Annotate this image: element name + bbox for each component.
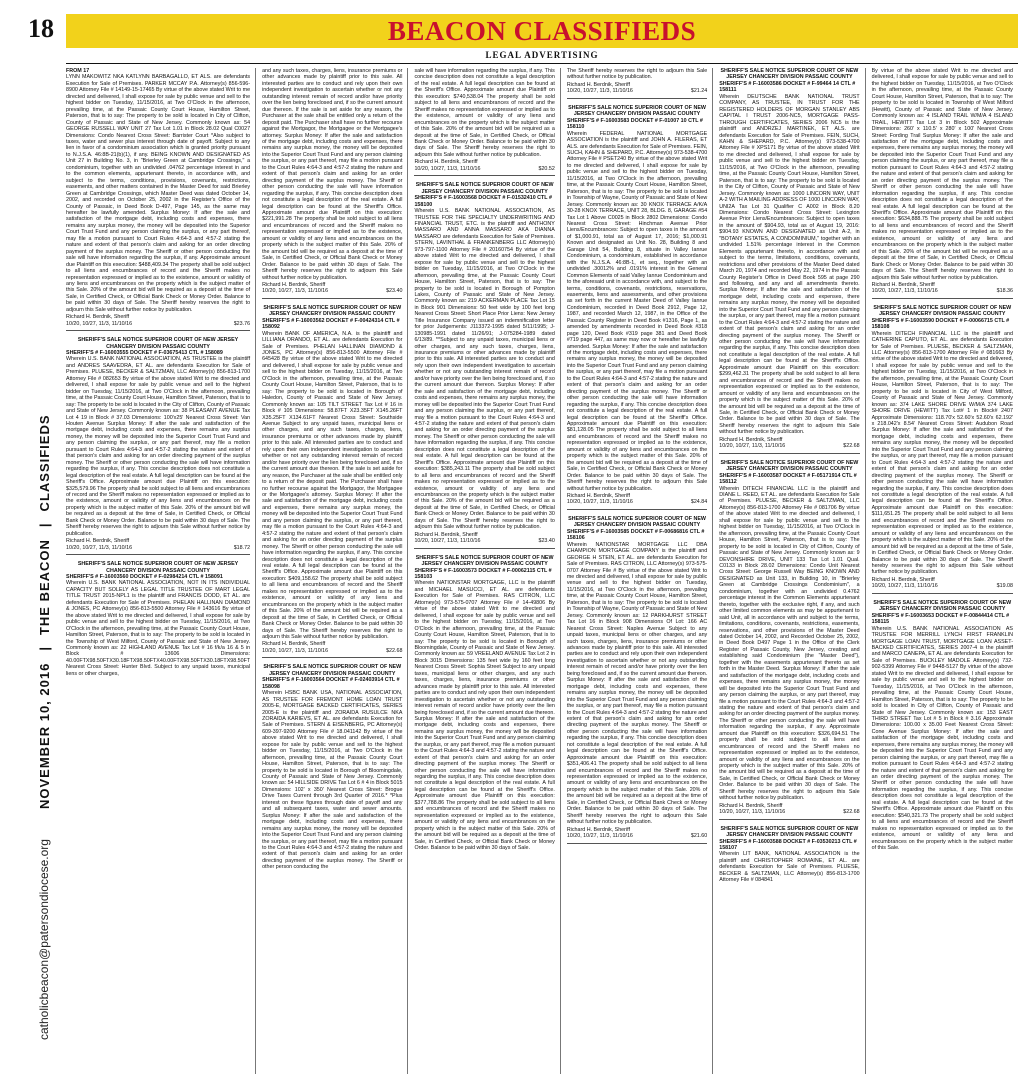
notice-divider bbox=[66, 554, 250, 555]
notice-body: Wherein DITECH FINANCIAL LLC is the plaintiff and CATHERINE CAPUTO, ET AL. are defendants Execution for Sale of Premises. PLUESE, BECKER & SALTZMAN, LLC Attorney(s) 856-813-1700 Attorney File # 081663 By virtue of the above stated Writ to me directed and delivered, I shall expose for sale by public venue and sell to the highest bidder on Tuesday, 11/15/2016, at Two O'Clock in the afternoon, prevailing time, at the Passaic County Court House, Hamilton Street, Paterson, that is to say: The property to be sold is located in City of West Milford, County of Passaic and State of New Jersey. Commonly known as: 374 LAKE SHORE DRIVE W/M/A 374 LAKE SHORE DRIVE (HEWITT) Tax Lot# 1 in Block# 2407 Approximate Dimensions: 118.70'x 52.60'x 52.60'x 62.192' x 218.042'x 8.54' Nearest Cross Street: Audubon Road Surplus Money: If after the sale and satisfaction of the mortgage debt, including costs and expenses, there remains any surplus money, the money will be deposited into the Superior Court Trust Fund and any person claiming the surplus, or any part thereof, may file a motion pursuant to Court Rules 4:64-3 and 4:57-2 stating the nature and extent of that person's claim and asking for an order directing payment of the surplus money. The Sheriff or other person conducting the sale will have information regarding the surplus, if any. This concise description does not constitute a legal description of the real estate. A full legal description can be found at the Sheriff's Office. Approximate amount due Plaintiff on this execution: $111,651.25 The property shall be sold subject to all liens and encumbrances of record and the Sheriff makes no representation expressed or implied as to the existence, amount or validity of any liens and encumbrances on the property which is the subject matter of this Sale. 20% of the amount bid will be required as a deposit at the time of Sale, in Certified Check, or Official Bank Check or Money Order. Balance to be paid within 30 days of Sale. The Sheriff hereby reserves the right to adjourn this Sale without further notice by publication. bbox=[871, 330, 1013, 576]
sheriff-sale-notice bbox=[414, 182, 554, 548]
sheriff-name: Richard H. Berdnik, Sheriff bbox=[566, 826, 630, 833]
notice-signature bbox=[414, 532, 554, 545]
notice-body: Wherein U.S. BANK NATIONAL ASSOCIATION, AS TRUSTEE is the plaintiff and ANDRES SAAVEDRA, ET AL. are defendants Execution for Sale of Premises. PLUESE, BECKER & SALTZMAN, LLC Attorney(s) 856-813-1700 Attorney File # 082653 By virtue of the above stated Writ to me directed and delivered, I shall expose for sale by public venue and sell to the highest bidder on Tuesday, 11/15/2016, at Two O'Clock in the afternoon, prevailing time, at the Passaic County Court House, Hamilton Street, Paterson, that is to say: The property to be sold is located in the City of Clifton, County of Passaic and State of New Jersey. Commonly known as: 38 PLEASANT AVENUE Tax Lot 4 19 in Block # 37.03 Dimensions: 100'x25' Nearest Cross Street: Van Houten Avenue Surplus Money: If after the sale and satisfaction of the mortgage debt, including costs and expenses, there remains any surplus money, the money will be deposited into the Superior Court Trust Fund and any person claiming the surplus, or any part thereof, may file a motion pursuant to Court Rules 4:64-3 and 4:57-2 stating the nature and extent of that person's claim and asking for an order directing payment of the surplus money. The Sheriff or other person conducting the sale will have information regarding the surplus, if any. This concise description does not constitute a legal description of the real estate. A full legal description can be found at the Sheriff's Office. Approximate amount due Plaintiff on this execution: $325,579.96 The property shall be sold subject to all liens and encumbrances of record and the Sheriff makes no representation expressed or implied as to the existence, amount or validity of any liens and encumbrances on the property which is the subject matter of this Sale. 20% of the amount bid will be required as a deposit at the time of Sale, in Certified Check, or Official Bank Check or Money Order. Balance to be paid within 30 days of Sale. The Sheriff hereby reserves the right to adjourn this Sale without further notice by publication. bbox=[66, 356, 251, 537]
notice-docket: SHERIFF'S # F-16003590 DOCKET # F-00066715 CTL # 158108 bbox=[871, 317, 1010, 331]
notice-signature bbox=[872, 577, 1013, 590]
publication-dates bbox=[66, 321, 250, 327]
notice-docket: SHERIFF'S # F-16003585 DOCKET # F-00686816 CTL # 158106 bbox=[566, 528, 705, 542]
sheriff-sale-notice bbox=[872, 68, 1013, 299]
notice-body: By virtue of the above stated Writ to me directed and delivered, I shall expose for sale by public venue and sell to the highest bidder on Tuesday, 11/15/2016, at Two O'Clock in the afternoon, prevailing time, at the Passaic County Court House, Hamilton Street, Paterson, that is to say: The property to be sold is located in Township of West Milford (Hewitt), County of Passaic and State of New Jersey. Commonly known as: 4 ISLAND TRAIL W/M/A 4 ISLAND TRAIL, HEWITT Tax Lot 3 in Block 502 Approximate Dimensions: 260' x 110.5' x 280' x 100' Nearest Cross Street: Fording Trail Surplus Money: If after the sale and satisfaction of the mortgage debt, including costs and expenses, there remains any surplus money, the money will be deposited into the Superior Court Trust Fund and any person claiming the surplus, or any part thereof, may file a motion pursuant to Court Rules 4:64-3 and 4:57-2 stating the nature and extent of that person's claim and asking for an order directing payment of the surplus money. The Sheriff or other person conducting the sale will have information regarding the surplus, if any. This concise description does not constitute a legal description of the real estate. A full legal description can be found at the Sheriff's Office. Approximate amount due Plaintiff on this execution: $634,888.75 The property shall be sold subject to all liens and encumbrances of record and the Sheriff makes no representation expressed or implied as to the existence, amount or validity of any liens and encumbrances on the property which is the subject matter of this Sale. 20% of the amount bid will be required as a deposit at the time of Sale, in Certified Check, or Official Bank Check or Money Order. Balance to be paid within 30 days of Sale. The Sheriff hereby reserves the right to adjourn this Sale without further notice by publication. bbox=[871, 68, 1013, 281]
notice-signature bbox=[719, 437, 859, 450]
notice-fee: $21.60 bbox=[690, 833, 708, 840]
notice-docket: SHERIFF'S # F-16003560 DOCKET # F-02984214 CTL # 158091 bbox=[66, 573, 223, 580]
notice-header: SHERIFF'S SALE NOTICE SUPERIOR COURT OF NEW JERSEY CHANCERY DIVISION PASSAIC COUNTY bbox=[415, 182, 554, 195]
dates-text: 10/20, 10/27, 11/3, 11/10/16 bbox=[871, 583, 938, 590]
dates-text: 10/20, 10/27, 11/3, 11/10/16 bbox=[719, 809, 786, 816]
notice-body: Wherein DITECH FINANCIAL LLC is the plaintiff and DIANE L. REED, ET AL. are defendants Execution for Sale of Premises. PLUESE, BECKER & SALTZMAN, LLC Attorney(s) 856-813-1700 Attorney File # 081706 By virtue of the above stated Writ to me directed and delivered, I shall expose for sale by public venue and sell to the highest bidder on Tuesday, 11/15/2016, at Two O'Clock in the afternoon, prevailing time, at the Passaic County Court House, Hamilton Street, Paterson, that is to say: The property to be sold is located in City of Clifton, County of Passaic and State of New Jersey. Commonly known as: 9 DEVONSHIRE DRIVE, UNIT 133 Tax Lot 1.01 Qual. C0133 in Block 28.02 Dimensions: Condo Unit Nearest Cross Street: George Russell Way BEING KNOWN AND DESIGNATED as Unit 133, in Building 10, in "Brierley Green at Cambridge Crossings Condominium", a condominium, together with an undivided 0.4762 percentage interest in the Common Elements appurtenant thereto, together with the exclusive right, if any, and such other limited common elements as may be appurtenant to said Unit, all in accordance with and subject to the terms, limitations, conditions, covenants, restrictions, easements, reservations, and other provisions of the Master Deed dated October 14, 2002, and Recorded October 25, 2002, in Deed Book D497 Page 1 in the Office of the Clerk Register of Passaic County, New Jersey, creating and establishing said Condominium (the "Master Deed"), together with the easements appurtenant thereto as set forth in the Master Deed. Surplus Money: If after the sale and satisfaction of the mortgage debt, including costs and expenses, there remains any surplus money, the money will be deposited into the Superior Court Trust Fund and any person claiming the surplus, or any part thereof, may file a motion pursuant to the Court Rules 4:64-3 and 4:57-2 stating the nature and extent of that person's claim and asking for an order directing payment of the surplus money. The Sheriff or other person conducting the sale will have information regarding the surplus, if any. Approximate amount due Plaintiff on this execution: $326,694.51 The property shall be sold subject to all liens and encumbrances of record and the Sheriff makes no representation expressed or implied as to the existence, amount or validity of any liens and encumbrances on the property which is the subject matter of this Sale. 20% of the amount bid will be required as a deposit at the time of Sale, in Certified Check, or Official Bank Check or Money Order. Balance to be paid within 30 days of Sale. The Sheriff hereby reserves the right to adjourn this Sale without further notice by publication. bbox=[719, 485, 860, 802]
notice-docket: FROM 17 bbox=[66, 68, 90, 74]
dates-text: 10/20, 10/27, 11/3, 11/10/16 bbox=[66, 320, 133, 327]
sheriff-sale-notice bbox=[719, 826, 859, 884]
sheriff-name: Richard H. Berdnik, Sheriff bbox=[871, 281, 935, 288]
sheriff-sale-notice bbox=[66, 337, 250, 555]
notice-body: Wherein BANK OF AMERICA, N.A. is the plaintiff and LILLIANA ORANDO, ET AL. are defendants Execution for Sale of Premises. PHELAN HALLINAN DIAMOND & JONES, PC Attorney(s) 856-813-5500 Attorney File # 645428 By virtue of the above stated Writ to me directed and delivered, I shall expose for sale by public venue and sell to the highest bidder on Tuesday, 11/15/2016, at Two O'Clock in the afternoon, prevailing time, at the Passaic County Court House, Hamilton Street, Paterson, that is to say: The property to be sold is located in Borough of Haledon, County of Passaic and State of New Jersey. Commonly known as: 105 TILT STREET Tax Lot # 16 in Block # 105 Dimensions: 58.87FT X23.35FT X145.26FT X35.25FT X134.61FT Nearest Cross Street: Southside Avenue Subject to any unpaid taxes, municipal liens or other charges, and any such taxes, charges, liens, insurance premiums or other advances made by plaintiff prior to this sale. All interested parties are to conduct and rely upon their own independent investigation to ascertain whether or not any outstanding interest remain of record and/or have priority over the lien being foreclosed and, if so the current amount due thereon. If the sale is set aside for any reason, the Purchaser at the sale shall be entitled only to a return of the deposit paid. The Purchaser shall have no further recourse against the Mortgagor, the Mortgagee or the Mortgagee's attorney. Surplus Money: If after the sale and satisfaction of the mortgage debt, including costs and expenses, there remains any surplus money, the money will be deposited into the Superior Court Trust Fund and any person claiming the surplus, or any part thereof, may file a motion pursuant to the Court Rules 4:64-3 and 4:57-2 stating the nature and extent of that person's claim and asking for an order directing payment of the surplus money. The Sheriff or other person conducting the sale will have information regarding the surplus, if any. This concise description does not constitute a legal description of the real estate. A full legal description can be found at the Sheriff's Office. Approximate amount due Plaintiff on this execution: $409,158.62 The property shall be sold subject to all liens and encumbrances of record and the Sheriff makes no representation expressed or implied as to the existence, amount or validity of any liens and encumbrances on the property which is the subject matter of this Sale. 20% of the amount bid will be required as a deposit at the time of Sale, in Certified Check, or Official Bank Check or Money Order. Balance to be paid within 30 days of Sale. The Sheriff hereby reserves the right to adjourn this Sale without further notice by publication. bbox=[262, 330, 403, 640]
dates-text: 10/20, 10/27, 11/3, 11/10/16 bbox=[262, 647, 329, 654]
notice-body: The Sheriff hereby reserves the right to adjourn this Sale without further notice by publication. bbox=[566, 68, 708, 81]
notice-divider bbox=[414, 175, 554, 176]
notice-body: Wherein NATIONSTAR MORTGAGE LLC DBA CHAMPION MORTGAGE COMPANY is the plaintiff and GEORGE H STEIN, ET AL. are defendants Execution for Sale of Premises. RAS CITRON, LLC Attorney(s) 973-575-0707 Attorney File # By virtue of the above stated Writ to me directed and delivered, I shall expose for sale by public venue and sell to the highest bidder on Tuesday, 11/15/2016, at Two O'Clock in the afternoon, prevailing time, at the Passaic County Court House, Hamilton Street, Paterson, that is to say: The property to be sold is located in Township of Wayne, County of Passaic and State of New Jersey. Commonly known as: 12 PARKHURST STREET Tax Lot 16 in Block 908 Dimensions Of Lot: 166 AC Nearest Cross Street: Naples Avenue Subject to any unpaid taxes, municipal liens or other charges, and any such taxes, charges, liens, insurance premiums or other advances made by plaintiff prior to this sale. All interested parties are to conduct and rely upon their own independent investigation to ascertain whether or not any outstanding interest remain of record and/or have priority over the lien being foreclosed and, if so the current amount due thereon. Surplus Money: If after the sale and satisfaction of the mortgage debt, including costs and expenses, there remains any surplus money, the money will be deposited into the Superior Court Trust Fund and any person claiming the surplus, or any part thereof, may file a motion pursuant to the Court Rules 4:64-3 and 4:57-2 stating the nature and extent of that person's claim and asking for an order directing payment of the surplus money. The Sheriff or other person conducting the sale will have information regarding the surplus, if any. This concise description does not constitute a legal description of the real estate. A full legal description can be found at the Sheriff's Office. Approximate amount due Plaintiff on this execution: $351,406.41 The property shall be sold subject to all liens and encumbrances of record and the Sheriff makes no representation expressed or implied as to the existence, amount or validity of any liens and encumbrances on the property which is the subject matter of this Sale. 20% of the amount bid will be required as a deposit at the time of Sale, in Certified Check, or Official Bank Check or Money Order. Balance to be paid within 30 days of Sale. The Sheriff hereby reserves the right to adjourn this Sale without further notice by publication. bbox=[566, 541, 708, 826]
sheriff-name: Richard H. Berdnik, Sheriff bbox=[719, 802, 783, 809]
notice-fee: $22.68 bbox=[843, 809, 860, 816]
notice-divider bbox=[262, 298, 402, 299]
notice-docket: SHERIFF'S # F-16003588 DOCKET # F-03530213 CTL # 158107 bbox=[719, 838, 857, 852]
sheriff-name: Richard H. Berdnik, Sheriff bbox=[414, 531, 478, 538]
notice-signature bbox=[872, 282, 1013, 295]
notice-divider bbox=[66, 330, 250, 331]
publication-dates bbox=[872, 583, 1013, 589]
notice-fee: $21.24 bbox=[690, 88, 708, 95]
notice-divider bbox=[872, 593, 1013, 594]
sheriff-name: Richard H. Berdnik, Sheriff bbox=[414, 159, 478, 166]
notice-divider bbox=[872, 298, 1013, 299]
sheriff-name: Richard H. Berdnik, Sheriff bbox=[871, 576, 935, 583]
notice-header: SHERIFF'S SALE NOTICE SUPERIOR COURT OF NEW JERSEY CHANCERY DIVISION PASSAIC COUNTY bbox=[415, 554, 554, 568]
sheriff-sale-notice bbox=[719, 68, 859, 454]
sheriff-sale-notice bbox=[262, 68, 402, 299]
publication-dates bbox=[719, 809, 859, 815]
notice-divider bbox=[567, 843, 707, 844]
sheriff-sale-notice bbox=[414, 555, 554, 852]
notice-fee: $22.68 bbox=[843, 443, 860, 450]
sheriff-sale-notice bbox=[414, 68, 554, 176]
notice-body: Wherein LIT BANK, NATIONAL ASSOCIATION is the plaintiff and CHRISTOPHER ROMAINE, ET AL. are defendants Execution for Sale of Premises. PLUESE, BECKER & SALTZMAN, LLC Attorney(s) 856-813-1700 Attorney File # 084841 bbox=[719, 851, 860, 884]
sheriff-sale-notice bbox=[872, 305, 1013, 594]
notice-header: SHERIFF'S SALE NOTICE SUPERIOR COURT OF NEW JERSEY CHANCERY DIVISION PASSAIC COUNTY bbox=[873, 304, 1012, 318]
notice-body: LYNN MAKOWITZ NKA KATLYNN BARBAGALLO, ET ALS. are defendants Execution for Sale of Premises. PARKER MCCAY P.A. Attorney(s) 856-596-8900 Attorney File # 14149-15-17465 By virtue of the above stated Writ to me directed and delivered, I shall expose for sale by public venue and sell to the highest bidder on Tuesday, 11/15/2016, at Two O'Clock in the afternoon, prevailing time, at the Passaic County Court House, Hamilton Street, Paterson, that is to say: The property to be sold is located in City of Clifton, County of Passaic and State of New Jersey. Commonly known as: 54 GEORGE RUSSELL WAY UNIT 27 Tax Lot 1.01 in Block 28.02 Qual C0027 Dimensions: Condo Nearest Cross Street: Barrister Court *Also subject to taxes, water and sewer plus interest through date of payoff. Subject to any lien in favor of a condominium association which is granted priority pursuant to N.J.S.A. 46:8B-21(b)(1), if any. BEING KNOWN AND DESIGNATED AS Unit 27 in Building No. 3, in "Brierley Green at Cambridge Crossings," a condominium, together with an undivided .04762 percentage interest in and to the common elements, appurtenant thereto, in accordance with, and subject to the terms, conditions, provisions, covenants, restrictions, easements, and other matters contained in the Master Deed for said Brierley Green at Cambridge Crossings, which Master Deed was dated October 14, 2002, and recorded on October 25, 2002 in the Register's Office of the County of Passaic, in Deed Book D-497, Page 145, as the same may hereafter be lawfully amended. Surplus Money: If after the sale and satisfaction of the mortgage debt, including costs and expenses, there remains any surplus money, the money will be deposited into the Superior Court Trust Fund and any person claiming the surplus, or any part thereof, may file a motion pursuant to Court Rules 4:64-3 and 4:57-2 stating the nature and extent of that person's claim and asking for an order directing payment of the surplus money. The Sheriff or other person conducting the sale will have information regarding the surplus, if any. Approximate amount due Plaintiff on this execution: $488,409.34 The property shall be sold subject to all liens and encumbrances of record and the Sheriff makes no representation expressed or implied as to the existence, amount or validity of any liens and encumbrances on the property which is the subject matter of this Sale. 20% of the amount bid will be required as a deposit at the time of Sale, in Certified Check, or Official Bank Check or Money Order. Balance to be paid within 30 days of Sale. The Sheriff hereby reserves the right to adjourn this Sale without further notice by publication. bbox=[66, 74, 251, 313]
publication-dates bbox=[719, 443, 859, 449]
notice-column bbox=[567, 68, 713, 1074]
sheriff-sale-notice bbox=[719, 460, 859, 820]
notice-docket: SHERIFF'S # F-16003555 DOCKET # F-03675413 CTL # 158089 bbox=[66, 350, 223, 357]
publication-dates bbox=[567, 499, 707, 505]
notice-fee: $22.68 bbox=[386, 647, 403, 654]
dates-text: 10/20, 10/27, 11/3, 11/10/16 bbox=[871, 288, 938, 295]
notice-fee: $19.08 bbox=[996, 583, 1013, 590]
dates-text: 10/20, 10/27, 11/3, 11/10/16 bbox=[414, 538, 481, 545]
notice-fee: $18.72 bbox=[233, 544, 251, 551]
notice-docket: SHERIFF'S # F-16003573 DOCKET # F-00062115 CTL # 158103 bbox=[414, 567, 552, 580]
notice-signature bbox=[262, 282, 402, 295]
section-name: CLASSIFIEDS bbox=[36, 414, 52, 512]
notice-header: SHERIFF'S SALE NOTICE SUPERIOR COURT OF NEW JERSEY CHANCERY DIVISION PASSAIC COUNTY bbox=[568, 104, 706, 118]
notice-docket: SHERIFF'S # F-16003564 DOCKET # F-02403914 CTL # 158098 bbox=[262, 677, 400, 690]
page-number: 18 bbox=[28, 14, 54, 43]
notice-fee: $23.40 bbox=[386, 288, 403, 295]
notice-column bbox=[262, 68, 408, 1074]
classifieds-banner: BEACON CLASSIFIEDS bbox=[66, 14, 1018, 48]
contact-email: catholicbeacon@patersondiocese.org bbox=[37, 839, 51, 1040]
dates-text: 10/20, 10/27, 11/3, 11/10/16 bbox=[414, 165, 481, 172]
notice-docket: SHERIFF'S # F-16003586 DOCKET # F-99464 14 CTL # 158111 bbox=[719, 80, 856, 94]
legal-advertising-header: LEGAL ADVERTISING bbox=[66, 50, 1018, 64]
notice-header: SHERIFF'S SALE NOTICE SUPERIOR COURT OF NEW JERSEY CHANCERY DIVISION PASSAIC COUNTY bbox=[873, 599, 1012, 613]
notice-signature bbox=[262, 641, 402, 654]
sheriff-sale-notice bbox=[66, 561, 250, 677]
notice-signature bbox=[567, 493, 707, 506]
publication-dates bbox=[262, 288, 402, 294]
notice-divider bbox=[262, 657, 402, 658]
sheriff-name: Richard H. Berdnik, Sheriff bbox=[719, 436, 783, 443]
dates-text: 10/20, 10/27, 11/3, 11/10/16 bbox=[566, 88, 633, 95]
publication-dates bbox=[872, 288, 1013, 294]
sheriff-name: Richard H. Berdnik, Sheriff bbox=[566, 81, 630, 88]
notice-signature bbox=[66, 314, 250, 327]
publication-dates bbox=[262, 648, 402, 654]
notice-divider bbox=[567, 509, 707, 510]
notice-body: Wherein FEDERAL NATIONAL MORTGAGE ASSOCIATION is the plaintiff and JOHN A. FILERAS, ET ALS. are defendants Execution for Sale of Premises. FEIN, SUCH, KAHN & SHEPARD, P.C. Attorney(s) 973-538-4700 Attorney File # PSET240 By virtue of the above stated Writ to me directed and delivered, I shall expose for sale by public venue and sell to the highest bidder on Tuesday, 11/15/2016, at Two O'Clock in the afternoon, prevailing time, at the Passaic County Court House, Hamilton Street, Paterson, that is to say: The property to be sold is located in Township of Wayne, County of Passaic and State of New Jersey. Commonly known as: 30 KNOX TERRACE A/K/A 30-28 KNOX TERRACE, UNIT 28, BLDG. 8, GARAGE #54 Tax Lot 1 Above C0025 in Block 2802 Dimensions: Condo Nearest Cross Street: Hinchman Avenue Prior Liens/Encumbrances: Subject to open taxes in the amount of $1,000.91, total as of August 17, 2016; $1,000.91 Known and designated as Unit No. 28, Building 8 and Garage Unit 54, Building 8, situate in Valley Ianrue Condominium, a condominium, established in accordance with the N.J.S.A. 46:8B-1, et seq., together with an undivided .30012% and .0191% interest in the General Common Elements of said Valley Ianrue Condominium and to the aforesaid unit in accordance with, and subject to the terms, conditions, covenants, restrictions, reservations, easements, liens and assessments, and other provisions as set forth in the current Master Deed of Valley Ianrue Condominium, recorded in Deed Book 2912, Page 12, 1987, and recorded March 12, 1987, in the Office of the Passaic County Register in Deed Book #1316, Page 1, as amended by amendments recorded in Deed Book #318 page 120, Deed Book #319 page 381 and Deed Book #719 page 447, as same may now or hereafter be lawfully amended. Surplus Money: If after the sale and satisfaction of the mortgage debt, including costs and expenses, there remains any surplus money, the money will be deposited into the Superior Court Trust Fund and any person claiming the surplus, or any part thereof, may file a motion pursuant to the Court Rules 4:64-3 and 4:57-2 stating the nature and extent of that person's claim and asking for an order directing payment of the surplus money. The Sheriff or other person conducting the sale will have information regarding the surplus, if any. This concise description does not constitute a legal description of the real estate. A full legal description can be found at the Sheriff's Office. Approximate amount due Plaintiff on this execution: $81,128.05 The property shall be sold subject to all liens and encumbrances of record and the Sheriff makes no representation expressed or implied as to the existence, amount or validity of any liens and encumbrances on the property which is the subject matter of this Sale. 20% of the amount bid will be required as a deposit at the time of Sale, in Certified Check, or Official Bank Check or Money Order. Balance to be paid within 30 days of Sale. The Sheriff hereby reserves the right to adjourn this Sale without further notice by publication. bbox=[566, 130, 708, 492]
notice-docket: SHERIFF'S # F-16003583 DOCKET # F-01007 10 CTL # 158110 bbox=[566, 117, 703, 131]
notice-divider bbox=[567, 98, 707, 99]
notice-header: SHERIFF'S SALE NOTICE SUPERIOR COURT OF NEW JERSEY CHANCERY DIVISION PASSAIC COUNTY bbox=[77, 561, 239, 574]
notice-body: Wherein U.S. BANK NATIONAL ASSOCIATION, NOT IN ITS INDIVIDUAL CAPACITY BUT SOLELY AS LEGAL TITLE TRUSTEE OF MART LEGAL TITLE TRUST 2015-NPL1 is the plaintiff and FRANCIS DODD, ET AL. are defendants Execution for Sale of Premises. PHELAN HALLINAN DIAMOND & JONES, PC Attorney(s) 856-813-5500 Attorney File # 143616 By virtue of the above stated Writ to me directed and delivered, I shall expose for sale by public venue and sell to the highest bidder on Tuesday, 11/15/2016, at Two O'Clock in the afternoon, prevailing time, at the Passaic County Court House, Hamilton Street, Paterson, that is to say: The property to be sold is located in the Township of West Milford, County of Passaic and State of New Jersey. Commonly known as: 22 HIGHLAND AVENUE Tax Lot # 16 f/k/a 16 & 5 in Block # 13606 Dimensions: 40.00FTX98.50FTX30.18FTX98.50FTX40.00FTX98.50FTX30.18FTX98.50FT Nearest Cross Street: Hunter Blvd. Subject to any unpaid taxes, municipal liens or other charges, bbox=[66, 580, 251, 677]
publication-dates bbox=[66, 545, 250, 551]
notice-body: Wherein U.S. BANK NATIONAL ASSOCIATION, AS TRUSTEE FOR THE SPECIALTY UNDERWRITING AND FINANCIAL TRUST, ETC. is the plaintiff and ANTHONY MASSARO AND ANNA MASSARO AKA DIANNA MASSARO are defendants Execution for Sale of Premises. STERN, LAVINTHAL & FRANKENBERG LLC Attorney(s) 973-797-1100 Attorney File # 20160754 By virtue of the above stated Writ to me directed and delivered, I shall expose for sale by public venue and sell to the highest bidder on Tuesday, 11/15/2016, at Two O'Clock in the afternoon, prevailing time, at the Passaic County Court House, Hamilton Street, Paterson, that is to say: The property to be sold is located in Borough of Pompton Lakes, County of Passaic and State of New Jersey. Commonly known as: 219 ACKERMAN PLACE Tax Lot 15 in Block 901 Dimensions: 50 feet wide by 100 feet long Nearest Cross Street: Short Place Prior Liens: New Jersey Title Insurance Company issued an indemnification letter for prior Judgements: J113372-1995 dated 5/11/1995; J-130985-1991 dated 11/26/91; J-075284-1989 dated 6/13/89. **Subject to any unpaid taxes, municipal liens or other charges, and any such taxes, charges, liens, insurance premiums or other advances made by plaintiff prior to this sale. All interested parties are to conduct and rely upon their own independent investigation to ascertain whether or not any outstanding interest remain of record and/or have priority over the lien being foreclosed and, if so the current amount due thereon. Surplus Money: If after the sale and satisfaction of the mortgage debt, including costs and expenses, there remains any surplus money, the money will be deposited into the Superior Court Trust Fund and any person claiming the surplus, or any part thereof, may file a motion pursuant to the Court Rules 4:64-3 and 4:57-2 stating the nature and extent of that person's claim and asking for an order directing payment of the surplus money. The Sheriff or other person conducting the sale will have information regarding the surplus, if any. This concise description does not constitute a legal description of the real estate. A full legal description can be found at the Sheriff's Office. Approximate amount due Plaintiff on this execution: $385,243.11 The property shall be sold subject to all liens and encumbrances of record and the Sheriff makes no representation expressed or implied as to the existence, amount or validity of any liens and encumbrances on the property which is the subject matter of this Sale. 20% of the amount bid will be required as a deposit at the time of Sale, in Certified Check, or Official Bank Check or Money Order. Balance to be paid within 30 days of Sale. The Sheriff hereby reserves the right to adjourn this Sale without further notice by publication. bbox=[414, 208, 555, 531]
notice-header: SHERIFF'S SALE NOTICE SUPERIOR COURT OF NEW JERSEY CHANCERY DIVISION PASSAIC COUNTY bbox=[720, 825, 859, 839]
notice-divider bbox=[719, 819, 859, 820]
notice-body: Wherein NATIONSTAR MORTGAGE, LLC is the plaintiff and MICHAEL MASUCCI, ET AL. are defendants Execution for Sale of Premises. RAS CITRON, LLC Attorney(s) 973-575-0707 Attorney File # 14-49806 By virtue of the above stated Writ to me directed and delivered, I shall expose for sale by public venue and sell to the highest bidder on Tuesday, 11/15/2016, at Two O'Clock in the afternoon, prevailing time, at the Passaic County Court House, Hamilton Street, Paterson, that is to say: The property to be sold is located in Borough of Bloomingdale, County of Passaic and State of New Jersey. Commonly known as: 59 VREELAND AVENUE Tax Lot 2 in Block 3015 Dimensions: 135 feet wide by 160 feet long Nearest Cross Street: Sophia Street Subject to any unpaid taxes, municipal liens or other charges, and any such taxes, charges, liens, insurance premiums or other advances made by plaintiff prior to this sale. All interested parties are to conduct and rely upon their own independent investigation to ascertain whether or not any outstanding interest remain of record and/or have priority over the lien being foreclosed and, if so the current amount due thereon. Surplus Money: If after the sale and satisfaction of the mortgage debt, including costs and expenses, there remains any surplus money, the money will be deposited into the Superior Court Trust Fund and any person claiming the surplus, or any part thereof, may file a motion pursuant to the Court Rules 4:64-3 and 4:57-2 stating the nature and extent of that person's claim and asking for an order directing payment of the surplus money. The Sheriff or other person conducting the sale will have information regarding the surplus, if any. This concise description does not constitute a legal description of the real estate. A full legal description can be found at the Sheriff's Office. Approximate amount due Plaintiff on this execution: $377,788.86 The property shall be sold subject to all liens and encumbrances of record and the Sheriff makes no representation expressed or implied as to the existence, amount or validity of any liens and encumbrances on the property which is the subject matter of this Sale. 20% of the amount bid will be required as a deposit at the time of Sale, in Certified Check, or Official Bank Check or Money Order. Balance to be paid within 30 days of Sale. bbox=[414, 580, 555, 852]
notice-column bbox=[414, 68, 560, 1074]
notice-signature bbox=[567, 82, 707, 95]
sheriff-sale-notice bbox=[262, 305, 402, 658]
notice-docket: SHERIFF'S # F-16003587 DOCKET # F-05171914 CTL # 158112 bbox=[719, 472, 857, 486]
publication-name: THE BEACON bbox=[36, 539, 52, 636]
notice-signature bbox=[719, 803, 859, 816]
dates-text: 10/20, 10/27, 11/3, 11/10/16 bbox=[566, 499, 633, 506]
publication-dates bbox=[414, 538, 554, 544]
sheriff-sale-notice bbox=[66, 68, 250, 331]
sheriff-name: Richard H. Berdnik, Sheriff bbox=[66, 538, 130, 545]
notice-signature bbox=[567, 827, 707, 840]
notice-header: SHERIFF'S SALE NOTICE SUPERIOR COURT OF NEW JERSEY CHANCERY DIVISION PASSAIC COUNTY bbox=[263, 304, 402, 318]
notice-fee: $23.76 bbox=[233, 320, 251, 327]
sheriff-sale-notice bbox=[567, 105, 707, 510]
notice-header: SHERIFF'S SALE NOTICE SUPERIOR COURT OF NEW JERSEY CHANCERY DIVISION PASSAIC COUNTY bbox=[77, 337, 239, 350]
dates-text: 10/20, 10/27, 11/3, 11/10/16 bbox=[719, 443, 786, 450]
notice-docket: SHERIFF'S # F-16003653 DOCKET # F-00844414 CTL # 158115 bbox=[871, 612, 1010, 626]
dates-text: 10/20, 10/27, 11/3, 11/10/16 bbox=[566, 833, 633, 840]
sheriff-sale-notice bbox=[567, 516, 707, 844]
sheriff-name: Richard H. Berdnik, Sheriff bbox=[262, 281, 326, 288]
vertical-section-label: catholicbeacon@patersondiocese.org NOVEMBER 10, 2016 | THE BEACON | CLASSIFIEDS bbox=[36, 414, 52, 1040]
notice-column bbox=[872, 68, 1018, 1074]
notice-signature bbox=[66, 538, 250, 551]
notice-divider bbox=[719, 453, 859, 454]
notice-header: SHERIFF'S SALE NOTICE SUPERIOR COURT OF NEW JERSEY CHANCERY DIVISION PASSAIC COUNTY bbox=[263, 664, 402, 677]
notice-header: SHERIFF'S SALE NOTICE SUPERIOR COURT OF NEW JERSEY CHANCERY DIVISION PASSAIC COUNTY bbox=[568, 515, 706, 529]
notice-columns bbox=[66, 68, 1018, 1074]
issue-date: NOVEMBER 10, 2016 bbox=[36, 662, 52, 810]
notice-body: Wherein HSBC BANK USA, NATIONAL ASSOCIATION, AS TRUSTEE FOR FREMONT HOME LOAN TRUST 2005-E, MORTGAGE BACKED CERTIFICATES, SERIES 2005-E is the plaintiff and ZORAIDA RUSULCE NKA ZORAIDA KARIEVS, ET AL. are defendants Execution for Sale of Premises. STERN & EISENBERG, PC Attorney(s) 609-397-9200 Attorney File # 18.041142 By virtue of the above stated Writ to me directed and delivered, I shall expose for sale by public venue and sell to the highest bidder on Tuesday, 11/15/2016, at Two O'Clock in the afternoon, prevailing time, at the Passaic County Court House, Hamilton Street, Paterson, that is to say: The property to be sold is located in Borough of Bloomingdale, County of Passaic and State of New Jersey. Commonly known as: 54 HILLSIDE DRIVE Tax Lot 6 # 4 in Block 5015 Dimensions: 102' x 350' Nearest Cross Street: Brogue Drive Taxes Current through 3rd Quarter of 2016.* *Plus interest on these figures through date of payoff and any and all subsequent taxes, water and sewer amounts. Surplus Money: If after the sale and satisfaction of the mortgage debt, including costs and expenses, there remains any surplus money, the money will be deposited into the Superior Court Trust Fund and any person claiming the surplus, or any part thereof, may file a motion pursuant to the Court Rules 4:64-3 and 4:57-2 stating the nature and extent of that person's claim and asking for an order directing payment of the surplus money. The Sheriff or other person conducting the bbox=[262, 690, 403, 871]
notice-signature bbox=[414, 159, 554, 172]
notice-column bbox=[719, 68, 865, 1074]
publication-dates bbox=[567, 88, 707, 94]
sheriff-name: Richard H. Berdnik, Sheriff bbox=[566, 493, 630, 499]
publication-dates bbox=[414, 166, 554, 172]
sheriff-name: Richard H. Berdnik, Sheriff bbox=[66, 314, 130, 321]
notice-fee: $20.52 bbox=[538, 165, 555, 172]
sheriff-name: Richard H. Berdnik, Sheriff bbox=[262, 641, 326, 648]
notice-body: Wherein DEUTSCHE BANK NATIONAL TRUST COMPANY, AS TRUSTEE, IN TRUST FOR THE REGISTERED HOLDERS OF MORGAN STANLEY ABS CAPITAL I TRUST 2006-NC5, MORTGAGE PASS-THROUGH CERTIFICATES, SERIES 2006 NC5 is the plaintiff and ANDRZEJ MARTINEK, ET ALS. are defendants Execution for Sale of Premises. FEIN, SUCH, KAHN & SHEPARD, P.C. Attorney(s) 973-538-4700 Attorney File # XPS171 By virtue of the above stated Writ to me directed and delivered, I shall expose for sale by public venue and sell to the highest bidder on Tuesday, 11/15/2016, at Two O'Clock in the afternoon, prevailing time, at the Passaic County Court House, Hamilton Street, Paterson, that is to say: The property to be sold is located in the City of Clifton, County of Passaic and State of New Jersey. Commonly known as: 1000 LINCORN WAY, UNIT A-2 WITH A MAILING ADDRESS OF 1000 LINCORN WAY, UNI2A Tax Lot 31 Qualifier C A002 in Block 8.20 Dimensions: Condo Nearest Cross Street: Lexington Avenue Prior Liens/Encumbrances: Subject to open taxes in the amount of $904.93, total as of August 19, 2016: $904.93 KNOWN AND DESIGNATED as Unit A-2, in "BOTANY ESTATES, A CONDOMINIUM," together with an undivided 1.51% percentage interest in the Common Elements appurtenant thereto, in accordance with and subject to the terms, limitations, conditions, covenants, restrictions and other provisions of the Master Deed dated March 20, 1974 and recorded May 22, 1974 in the Passaic County Register's Office in Deed Book 595 at page 290 and following, and any and all amendments thereto. Surplus Money: If after the sale and satisfaction of the mortgage debt, including costs and expenses, there remains any surplus money, the money will be deposited into the Superior Court Trust Fund and any person claiming the surplus, or any part thereof, may file a motion pursuant to the Court Rules 4:64-3 and 4:57-2 stating the nature and extent of that person's claim and asking for an order directing payment of the surplus money. The Sheriff or other person conducting the sale will have information regarding the surplus, if any. This concise description does not constitute a legal description of the real estate. A full legal description can be found at the Sheriff's Office. Approximate amount due Plaintiff on this execution: $299,462.31 The property shall be sold subject to all liens and encumbrances of record and the Sheriff makes no representation expressed or implied as to the existence, amount or validity of any liens and encumbrances on the property which is the subject matter of this Sale. 20% of the amount bid will be required as a deposit at the time of Sale, in Certified Check, or Official Bank Check or Money Order. Balance to be paid within 30 days of Sale. The Sheriff hereby reserves the right to adjourn this Sale without further notice by publication. bbox=[719, 93, 860, 436]
notice-fee: $24.84 bbox=[690, 499, 708, 506]
publication-dates bbox=[567, 833, 707, 839]
sheriff-sale-notice bbox=[567, 68, 707, 99]
notice-body: and any such taxes, charges, liens, insurance premiums or other advances made by plaintiff prior to this sale. All interested parties are to conduct and rely upon their own independent investigation to ascertain whether or not any outstanding interest remain of record and/or have priority over the lien being foreclosed and, if so the current amount due thereon. If the sale is set aside for any reason, the Purchaser at the sale shall be entitled only a return of the deposit paid. The Purchaser shall have no further recourse against the Mortgagor, the Mortgagee or the Mortgagee's attorney. Surplus Money: If after the sale and satisfaction of the mortgage debt, including costs and expenses, there remains any surplus money, the money will be deposited into the Superior Court Trust Fund and any person claiming the surplus, or any part thereof, may file a motion pursuant to the Court Rules 4:64-3 and 4:57-2 stating the nature and extent of that person's claim and asking for an order directing payment of the surplus money. The Sheriff or other person conducting the sale will have information regarding the surplus, if any. This concise description does not constitute a legal description of the real estate. A full legal description can be found at the Sheriff's Office. Approximate amount due Plaintiff on this execution: $221,991.28 The property shall be sold subject to all liens and encumbrances of record and the Sheriff makes no representation expressed or implied as to the existence, amount or validity of any liens and encumbrances on the property which is the subject matter of this Sale. 20% of the amount bid will be required as a deposit at the time of Sale, in Certified Check, or Official Bank Check or Money Order. Balance to be paid within 30 days of Sale. The Sheriff hereby reserves the right to adjourn this Sale without further notice by publication. bbox=[262, 68, 403, 281]
notice-header: SHERIFF'S SALE NOTICE SUPERIOR COURT OF NEW JERSEY CHANCERY DIVISION PASSAIC COUNTY bbox=[720, 68, 859, 81]
sheriff-sale-notice bbox=[872, 600, 1013, 852]
dates-text: 10/20, 10/27, 11/3, 11/10/16 bbox=[66, 544, 133, 551]
dates-text: 10/20, 10/27, 11/3, 11/10/16 bbox=[262, 288, 329, 295]
notice-body: Wherein U.S. BANK NATIONAL ASSOCIATION AS TRUSTEE FOR MERRILL LYNCH FIRST FRANKLIN MORTGAGE LOAN TRUST, MORTGAGE LOAN ASSET-BACKED CERTIFICATES, SERIES 2007-4 is the plaintiff and MARCO CANEPA, ET AL are defendants Execution for Sale of Premises. BUCKLEY MADOLE Attorney(s) 732-902-5399 Attorney File # 9448-5127 By virtue of the above stated Writ to me directed and delivered, I shall expose for sale by public venue and sell to the highest bidder on Tuesday, 11/15/2016, at Two O'Clock in the afternoon, prevailing time, at the Passaic County Court House, Hamilton Street, Paterson, that is to say: The property to be sold is located in City of Clifton, County of Passaic and State of New Jersey. Commonly known as: 153 EAST THIRD STREET Tax Lot # 5 in Block # 3.16 Approximate Dimensions: 100.00 x 35.00 Feet Nearest Cross Street: Cone Avenue Surplus Money: If after the sale and satisfaction of the mortgage debt, including costs and expenses, there remains any surplus money, the money will be deposited into the Superior Court Trust Fund and any person claiming the surplus, or any part thereof, may file a motion pursuant to Court Rules 4:64-3 and 4:57-2 stating the nature and extent of that person's claim and asking for an order directing payment of the surplus money. The Sheriff or other person conducting the sale will have information regarding the surplus, if any. This concise description does not constitute a legal description of the real estate. A full legal description can be found at the Sheriff's Office. Approximate amount due Plaintiff on this execution: $540,321.73 The property shall be sold subject to all liens and encumbrances of record and the Sheriff makes no representation expressed or implied as to the existence, amount or validity of any liens and encumbrances on the property which is the subject matter of this Sale. bbox=[871, 625, 1013, 852]
notice-body: sale will have information regarding the surplus, if any. This concise description does not constitute a legal description of the real estate. A full legal description can be found at the Sheriff's Office. Approximate amount due Plaintiff on this execution: $740,538.04 The property shall be sold subject to all liens and encumbrances of record and the Sheriff makes no representation expressed or implied as to the existence, amount or validity of any liens and encumbrances on the property which is the subject matter of this Sale. 20% of the amount bid will be required as a deposit at the time of Sale, in Certified Check, or Official Bank Check or Money Order. Balance to be paid within 30 days of Sale. The Sheriff hereby reserves the right to adjourn this Sale without further notice by publication. bbox=[414, 68, 555, 158]
notice-docket: SHERIFF'S # F-16003568 DOCKET # F-01532410 CTL # 158100 bbox=[414, 195, 552, 208]
notice-divider bbox=[414, 548, 554, 549]
notice-fee: $18.36 bbox=[996, 288, 1013, 295]
notice-docket: SHERIFF'S # F-16003562 DOCKET # F-00424314 CTL # 158092 bbox=[262, 317, 400, 331]
notice-fee: $23.40 bbox=[538, 538, 555, 545]
sheriff-sale-notice bbox=[262, 664, 402, 871]
notice-header: SHERIFF'S SALE NOTICE SUPERIOR COURT OF NEW JERSEY CHANCERY DIVISION PASSAIC COUNTY bbox=[720, 459, 859, 473]
notice-column bbox=[66, 68, 256, 1074]
